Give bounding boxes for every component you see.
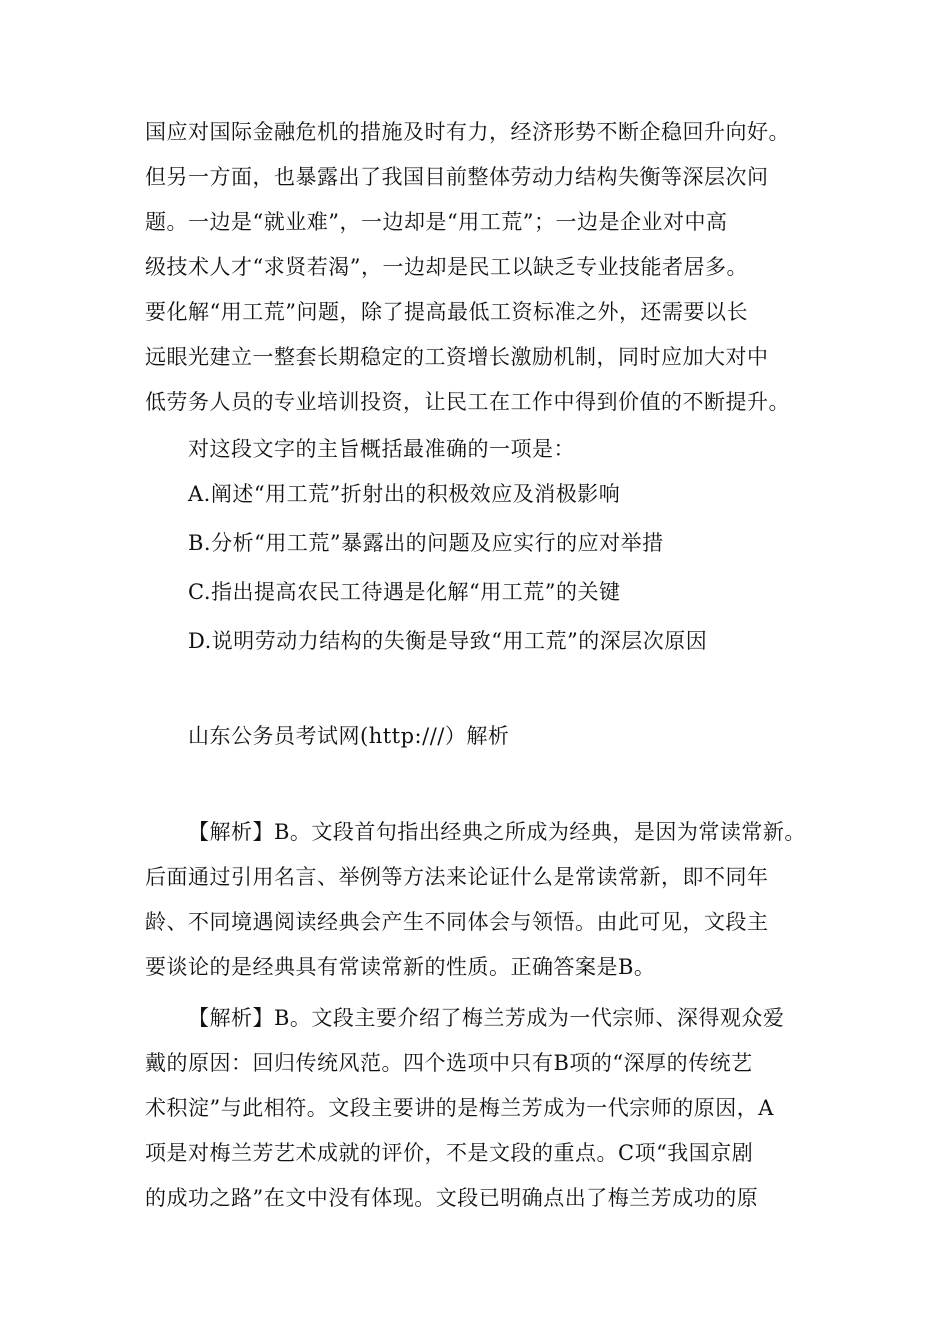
- question-text: 对这段文字的主旨概括最准确的一项是：: [188, 437, 575, 461]
- source-line: 山东公务员考试网(http:///）解析: [188, 724, 510, 748]
- paragraph-line: 国应对国际金融危机的措施及时有力，经济形势不断企稳回升向好。: [145, 120, 790, 144]
- paragraph-line: 题。一边是“就业难”，一边却是“用工荒”；一边是企业对中高: [145, 210, 728, 234]
- paragraph-line: 但另一方面，也暴露出了我国目前整体劳动力结构失衡等深层次问: [145, 165, 769, 189]
- analysis-line: 要谈论的是经典具有常读常新的性质。正确答案是B。: [145, 955, 656, 979]
- option-d: D.说明劳动力结构的失衡是导致“用工荒”的深层次原因: [188, 629, 708, 653]
- option-a: A.阐述“用工荒”折射出的积极效应及消极影响: [188, 482, 621, 506]
- paragraph-line: 要化解“用工荒”问题，除了提高最低工资标准之外，还需要以长: [145, 300, 748, 324]
- option-c: C.指出提高农民工待遇是化解“用工荒”的关键: [188, 580, 621, 604]
- option-b: B.分析“用工荒”暴露出的问题及应实行的应对举措: [188, 531, 664, 555]
- analysis-line: 术积淀”与此相符。文段主要讲的是梅兰芳成为一代宗师的原因，A: [145, 1096, 774, 1120]
- paragraph-line: 级技术人才“求贤若渴”，一边却是民工以缺乏专业技能者居多。: [145, 255, 748, 279]
- analysis-line: 项是对梅兰芳艺术成就的评价，不是文段的重点。C项“我国京剧: [145, 1141, 754, 1165]
- paragraph-line: 低劳务人员的专业培训投资，让民工在工作中得到价值的不断提升。: [145, 390, 790, 414]
- analysis-line: 【解析】B。文段主要介绍了梅兰芳成为一代宗师、深得观众爱: [188, 1006, 785, 1030]
- analysis-line: 戴的原因：回归传统风范。四个选项中只有B项的“深厚的传统艺: [145, 1051, 753, 1075]
- analysis-line: 【解析】B。文段首句指出经典之所成为经典，是因为常读常新。: [188, 820, 806, 844]
- paragraph-line: 远眼光建立一整套长期稳定的工资增长激励机制，同时应加大对中: [145, 345, 769, 369]
- analysis-line: 后面通过引用名言、举例等方法来论证什么是常读常新，即不同年: [145, 865, 769, 889]
- analysis-line: 的成功之路”在文中没有体现。文段已明确点出了梅兰芳成功的原: [145, 1186, 759, 1210]
- analysis-line: 龄、不同境遇阅读经典会产生不同体会与领悟。由此可见，文段主: [145, 910, 769, 934]
